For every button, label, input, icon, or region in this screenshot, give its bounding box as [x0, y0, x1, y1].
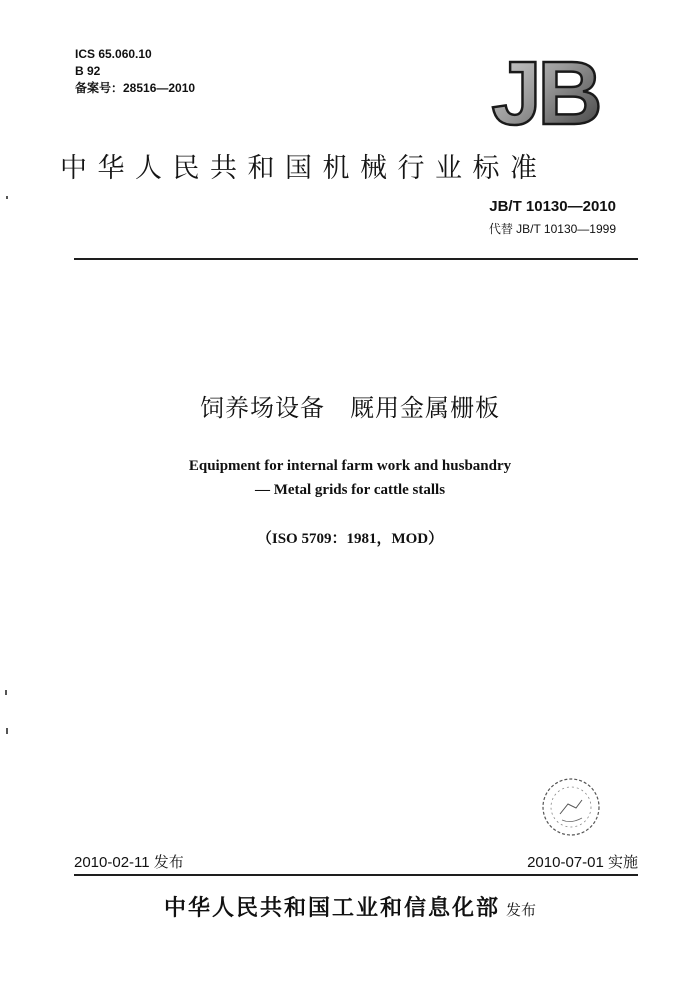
classification-code: B 92 [75, 64, 101, 78]
filing-number: 备案号：28516—2010 [75, 81, 196, 95]
header-divider [74, 258, 638, 260]
jb-logo [482, 50, 608, 132]
standard-number-block [489, 198, 616, 237]
issuing-authority [0, 891, 700, 922]
issuer-name: 中华人民共和国工业和信息化部 [163, 896, 500, 921]
implementation-date: 2010-07-01 实施 [527, 854, 638, 871]
iso-reference: （ISO 5709：1981，MOD） [256, 531, 444, 547]
footer-divider [74, 874, 638, 876]
publication-date: 2010-02-11 发布 [74, 854, 184, 871]
jb-logo-text: JB [491, 50, 599, 132]
chinese-title: 饲养场设备 厩用金属栅板 [200, 394, 500, 422]
english-title-line-1: Equipment for internal farm work and husbandry [188, 458, 512, 474]
ics-code: ICS 65.060.10 [75, 47, 152, 61]
industry-standard-heading: 中华人民共和国机械行业标准 [60, 153, 548, 184]
scan-speck [6, 196, 8, 199]
replaces-standard: 代替 JB/T 10130—1999 [488, 222, 616, 236]
library-seal-stamp [538, 774, 604, 840]
standard-metadata [75, 46, 195, 97]
standard-number: JB/T 10130—2010 [489, 198, 616, 215]
scan-speck [6, 728, 8, 734]
english-title [0, 454, 700, 502]
english-title-line-2: — Metal grids for cattle stalls [254, 482, 446, 498]
issuer-suffix: 发布 [506, 901, 537, 919]
scan-speck [5, 690, 7, 695]
